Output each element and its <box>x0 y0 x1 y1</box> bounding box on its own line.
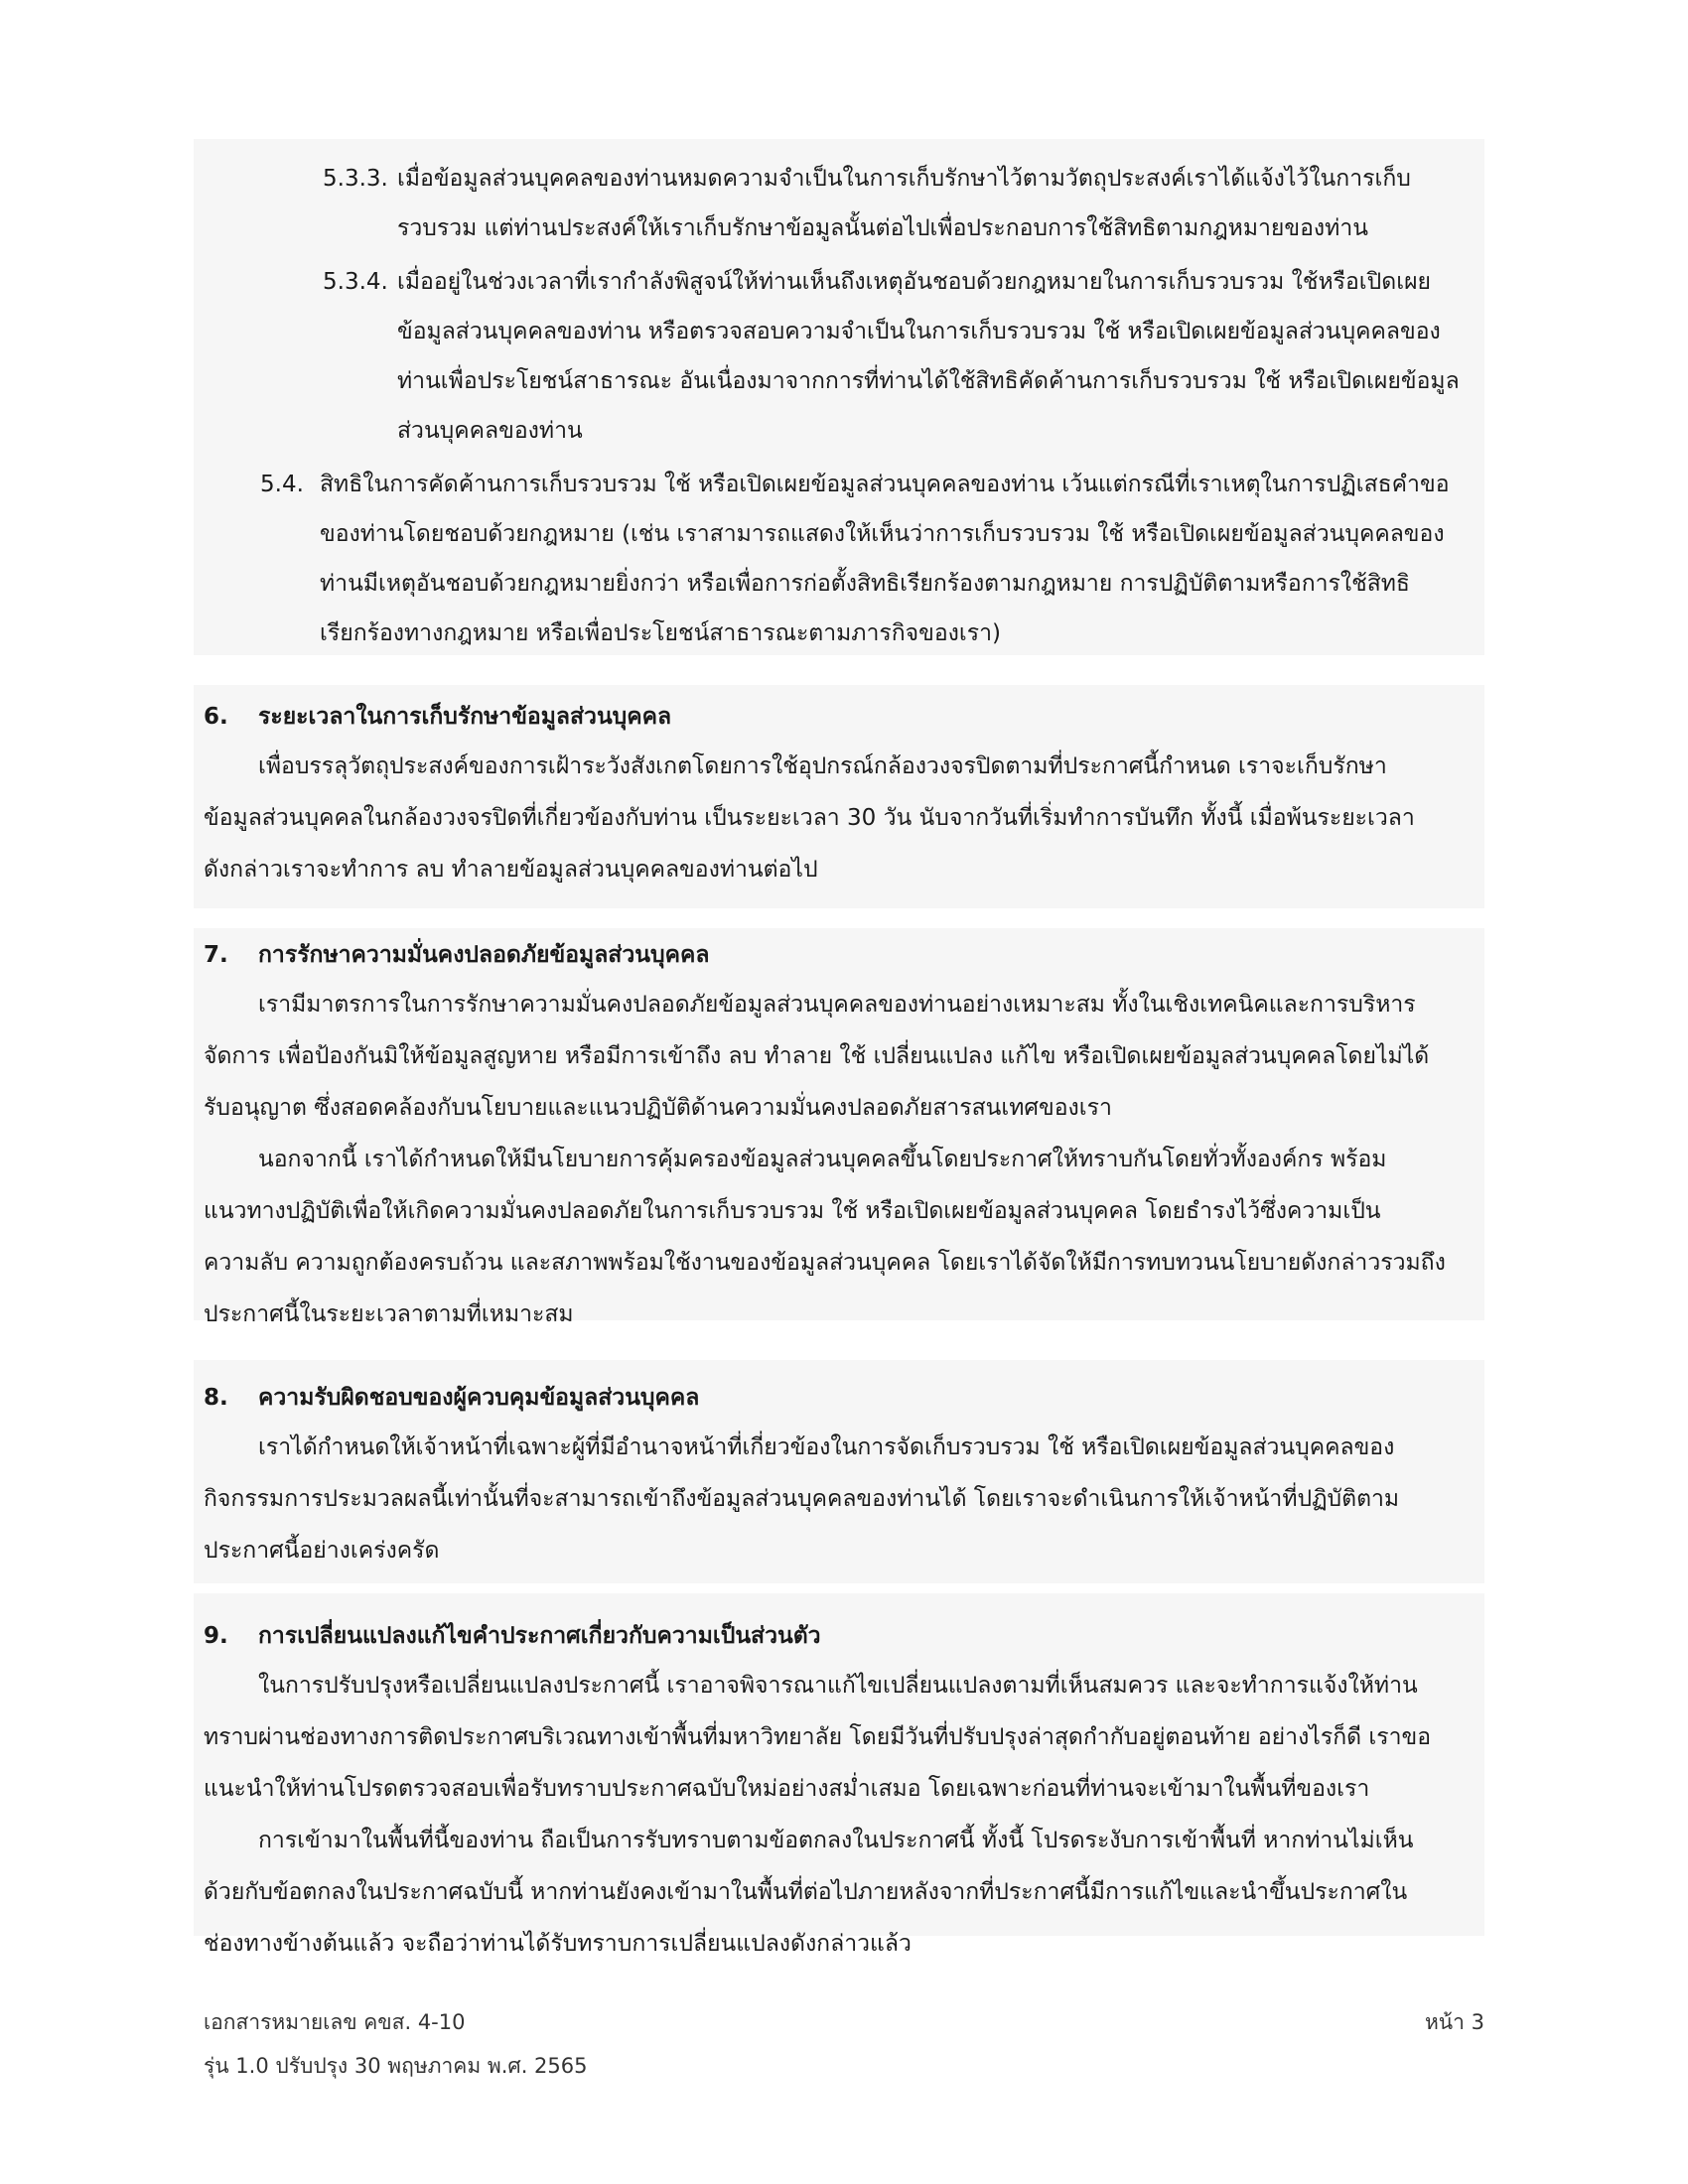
paragraph-line: ข้อมูลส่วนบุคคลในกล้องวงจรปิดที่เกี่ยวข้องกับท่าน เป็นระยะเวลา 30 วัน นับจากวันที่เริ่มทำการบันทึก ทั้งนี้ เมื่อพ้นระยะเวลา <box>204 805 1415 831</box>
footer-page-number: หน้า 3 <box>1424 2010 1484 2034</box>
paragraph-line: ดังกล่าวเราจะทำการ ลบ ทำลายข้อมูลส่วนบุคคลของท่านต่อไป <box>204 857 818 883</box>
paragraph-line: แนะนำให้ท่านโปรดตรวจสอบเพื่อรับทราบประกาศฉบับใหม่อย่างสม่ำเสมอ โดยเฉพาะก่อนที่ท่านจะเข้ามาในพื้นที่ของเรา <box>204 1776 1370 1802</box>
paragraph-line: สิทธิในการคัดค้านการเก็บรวบรวม ใช้ หรือเปิดเผยข้อมูลส่วนบุคคลของท่าน เว้นแต่กรณีที่เราเหตุในการปฏิเสธคำขอ <box>320 472 1450 497</box>
section-heading: การเปลี่ยนแปลงแก้ไขคำประกาศเกี่ยวกับความเป็นส่วนตัว <box>258 1623 821 1649</box>
paragraph-line: เพื่อบรรลุวัตถุประสงค์ของการเฝ้าระวังสังเกตโดยการใช้อุปกรณ์กล้องวงจรปิดตามที่ประกาศนี้กำหนด เราจะเก็บรักษา <box>258 753 1387 779</box>
item-number: 5.4. <box>260 472 304 497</box>
section-heading: ระยะเวลาในการเก็บรักษาข้อมูลส่วนบุคคล <box>258 704 672 730</box>
paragraph-line: เรามีมาตรการในการรักษาความมั่นคงปลอดภัยข้อมูลส่วนบุคคลของท่านอย่างเหมาะสม ทั้งในเชิงเทคนิคและการบริหาร <box>258 992 1416 1018</box>
paragraph-line: ช่องทางข้างต้นแล้ว จะถือว่าท่านได้รับทราบการเปลี่ยนแปลงดังกล่าวแล้ว <box>204 1931 912 1957</box>
paragraph-line: ประกาศนี้ในระยะเวลาตามที่เหมาะสม <box>204 1301 574 1327</box>
paragraph-line: จัดการ เพื่อป้องกันมิให้ข้อมูลสูญหาย หรือมีการเข้าถึง ลบ ทำลาย ใช้ เปลี่ยนแปลง แก้ไข หรือเปิดเผยข้อมูลส่วนบุคคลโดยไม่ได้ <box>204 1043 1430 1069</box>
paragraph-line: เมื่อข้อมูลส่วนบุคคลของท่านหมดความจำเป็นในการเก็บรักษาไว้ตามวัตถุประสงค์เราได้แจ้งไว้ในการเก็บ <box>397 166 1411 192</box>
paragraph-line: ทราบผ่านช่องทางการติดประกาศบริเวณทางเข้าพื้นที่มหาวิทยาลัย โดยมีวันที่ปรับปรุงล่าสุดกำกับอยู่ตอนท้าย อย่างไรก็ดี เราขอ <box>204 1724 1432 1750</box>
paragraph-line: เมื่ออยู่ในช่วงเวลาที่เรากำลังพิสูจน์ให้ท่านเห็นถึงเหตุอันชอบด้วยกฎหมายในการเก็บรวบรวม ใช้หรือเปิดเผย <box>397 269 1432 295</box>
paragraph-line: ของท่านโดยชอบด้วยกฎหมาย (เช่น เราสามารถแสดงให้เห็นว่าการเก็บรวบรวม ใช้ หรือเปิดเผยข้อมูลส่วนบุคคลของ <box>320 521 1445 547</box>
section-number: 7. <box>204 942 228 968</box>
footer-version: รุ่น 1.0 ปรับปรุง 30 พฤษภาคม พ.ศ. 2565 <box>204 2054 588 2078</box>
paragraph-line: ท่านมีเหตุอันชอบด้วยกฎหมายยิ่งกว่า หรือเพื่อการก่อตั้งสิทธิเรียกร้องตามกฎหมาย การปฏิบัติตามหรือการใช้สิทธิ <box>320 571 1410 597</box>
paragraph-line: เราได้กำหนดให้เจ้าหน้าที่เฉพาะผู้ที่มีอำนาจหน้าที่เกี่ยวข้องในการจัดเก็บรวบรวม ใช้ หรือเปิดเผยข้อมูลส่วนบุคคลของ <box>258 1434 1395 1460</box>
paragraph-line: แนวทางปฏิบัติเพื่อให้เกิดความมั่นคงปลอดภัยในการเก็บรวบรวม ใช้ หรือเปิดเผยข้อมูลส่วนบุคคล โดยธำรงไว้ซึ่งความเป็น <box>204 1198 1381 1224</box>
paragraph-line: เรียกร้องทางกฎหมาย หรือเพื่อประโยชน์สาธารณะตามภารกิจของเรา) <box>320 620 1002 646</box>
paragraph-line: รับอนุญาต ซึ่งสอดคล้องกับนโยบายและแนวปฏิบัติด้านความมั่นคงปลอดภัยสารสนเทศของเรา <box>204 1095 1112 1121</box>
section-heading: การรักษาความมั่นคงปลอดภัยข้อมูลส่วนบุคคล <box>258 942 710 968</box>
item-number: 5.3.4. <box>323 269 388 295</box>
paragraph-line: กิจกรรมการประมวลผลนี้เท่านั้นที่จะสามารถเข้าถึงข้อมูลส่วนบุคคลของท่านได้ โดยเราจะดำเนินการให้เจ้าหน้าที่ปฏิบัติตาม <box>204 1486 1400 1512</box>
paragraph-line: การเข้ามาในพื้นที่นี้ของท่าน ถือเป็นการรับทราบตามข้อตกลงในประกาศนี้ ทั้งนี้ โปรดระงับการเข้าพื้นที่ หากท่านไม่เห็น <box>258 1828 1414 1853</box>
paragraph-line: ในการปรับปรุงหรือเปลี่ยนแปลงประกาศนี้ เราอาจพิจารณาแก้ไขเปลี่ยนแปลงตามที่เห็นสมควร และจะทำการแจ้งให้ท่าน <box>258 1673 1418 1699</box>
paragraph-line: ข้อมูลส่วนบุคคลของท่าน หรือตรวจสอบความจำเป็นในการเก็บรวบรวม ใช้ หรือเปิดเผยข้อมูลส่วนบุคคลของ <box>397 319 1441 344</box>
section-heading: ความรับผิดชอบของผู้ควบคุมข้อมูลส่วนบุคคล <box>258 1385 700 1411</box>
item-number: 5.3.3. <box>323 166 388 192</box>
paragraph-line: ด้วยกับข้อตกลงในประกาศฉบับนี้ หากท่านยังคงเข้ามาในพื้นที่ต่อไปภายหลังจากที่ประกาศนี้มีการแก้ไขและนำขึ้นประกาศใน <box>204 1879 1408 1905</box>
paragraph-line: รวบรวม แต่ท่านประสงค์ให้เราเก็บรักษาข้อมูลนั้นต่อไปเพื่อประกอบการใช้สิทธิตามกฎหมายของท่าน <box>397 215 1368 241</box>
footer-doc-number: เอกสารหมายเลข คขส. 4-10 <box>204 2010 466 2034</box>
section-number: 9. <box>204 1623 228 1649</box>
paragraph-line: ความลับ ความถูกต้องครบถ้วน และสภาพพร้อมใช้งานของข้อมูลส่วนบุคคล โดยเราได้จัดให้มีการทบทวนนโยบายดังกล่าวรวมถึง <box>204 1250 1446 1276</box>
paragraph-line: ส่วนบุคคลของท่าน <box>397 418 583 444</box>
section-number: 6. <box>204 704 228 730</box>
paragraph-line: ประกาศนี้อย่างเคร่งครัด <box>204 1538 440 1564</box>
paragraph-line: ท่านเพื่อประโยชน์สาธารณะ อันเนื่องมาจากการที่ท่านได้ใช้สิทธิคัดค้านการเก็บรวบรวม ใช้ หรือเปิดเผยข้อมูล <box>397 368 1460 394</box>
paragraph-line: นอกจากนี้ เราได้กำหนดให้มีนโยบายการคุ้มครองข้อมูลส่วนบุคคลขึ้นโดยประกาศให้ทราบกันโดยทั่วทั้งองค์กร พร้อม <box>258 1147 1387 1172</box>
section-number: 8. <box>204 1385 228 1411</box>
